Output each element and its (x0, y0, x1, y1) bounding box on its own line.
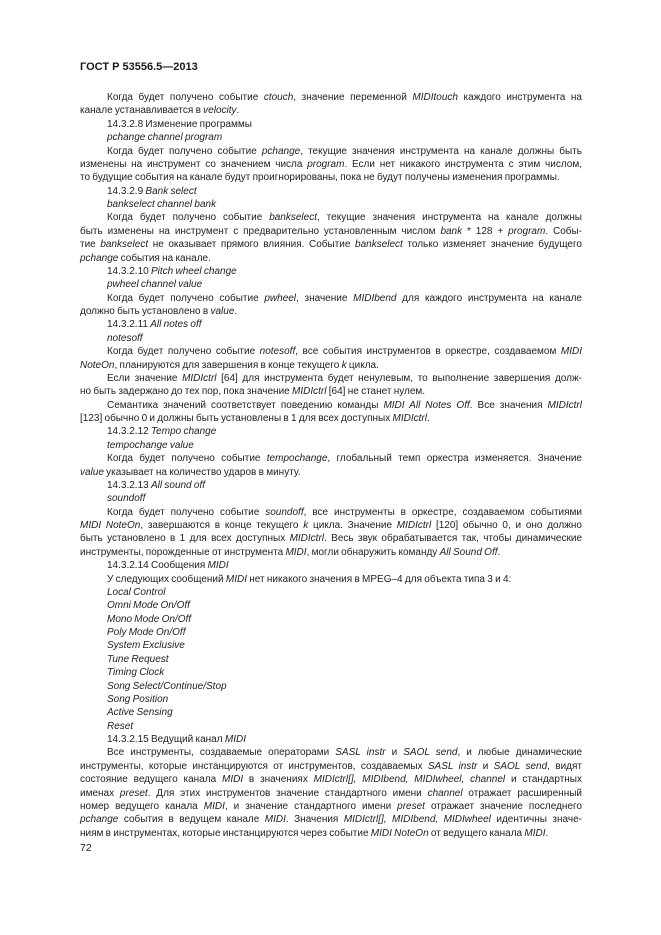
emphasis-run: pchange channel program (107, 132, 223, 144)
emphasis-run: MIDItouch (412, 92, 458, 103)
document-body (80, 91, 582, 840)
text-line (80, 492, 582, 505)
paragraph (80, 573, 582, 586)
text-run: * 128 + (462, 225, 509, 237)
text-line (80, 506, 582, 519)
emphasis-run: SAOL send (493, 760, 548, 772)
text-line (80, 211, 582, 224)
text-run: . (545, 827, 549, 839)
emphasis-run: MIDIctrl[], MIDIbend, MIDIwheel (343, 814, 491, 826)
text-line (80, 519, 582, 532)
section-heading (80, 425, 582, 438)
text-run: , планируются для завершения в конце текущего (114, 359, 342, 371)
paragraph (80, 372, 582, 399)
text-line (80, 813, 582, 826)
text-line (80, 292, 582, 305)
emphasis-run: MIDI (207, 560, 229, 572)
text-line (80, 573, 582, 586)
text-run: состояние ведущего канала (80, 774, 222, 786)
text-run: канале устанавливается в (80, 105, 204, 117)
text-run: [64] для инструмента будет ненулевым, то выполнение завершения долж- (216, 372, 582, 384)
section-heading (80, 479, 582, 492)
section-heading (80, 118, 582, 131)
text-run: указывает на количество ударов в минуту. (103, 466, 301, 478)
text-run: тие (80, 239, 101, 251)
emphasis-run: ctouch (263, 92, 294, 103)
text-line (80, 760, 582, 773)
emphasis-run: tempochange value (107, 439, 194, 451)
text-run: 14.3.2.15 Ведущий канал (107, 734, 225, 745)
emphasis-run: Song Select/Continue/Stop (107, 680, 227, 692)
paragraph (80, 399, 582, 426)
text-run: Когда будет получено событие (107, 346, 260, 358)
emphasis-run: Omni Mode On/Off (107, 600, 190, 612)
emphasis-run: bankselect (269, 212, 317, 224)
text-line (80, 466, 582, 479)
paragraph (80, 345, 582, 372)
syntax-line (80, 131, 582, 144)
text-line (80, 412, 582, 425)
text-line (80, 238, 582, 251)
text-run: . (426, 413, 430, 424)
text-line (80, 252, 582, 265)
emphasis-run: channel (427, 787, 463, 799)
text-run: нет никакого значения в MPEG–4 для объекта типа 3 и 4: (246, 573, 512, 585)
list-item (80, 639, 582, 652)
text-run: . (234, 306, 238, 317)
list-item (80, 613, 582, 626)
emphasis-run: MIDIctrl (392, 413, 427, 424)
text-run: , значение (296, 292, 354, 304)
text-line (80, 385, 582, 398)
section-heading (80, 318, 582, 331)
emphasis-run: MIDIctrl (547, 399, 582, 411)
emphasis-run: tempochange (266, 453, 328, 465)
text-run: [120] обычно 0, и оно должно (431, 520, 582, 531)
emphasis-run: System Exclusive (107, 640, 185, 652)
emphasis-run: MIDIctrl (396, 520, 432, 531)
text-line (80, 439, 582, 452)
text-run: инструменты, которые инстанцируются от инструментов, создаваемых (80, 760, 428, 772)
emphasis-run: value (80, 466, 104, 478)
text-line (80, 787, 582, 800)
emphasis-run: bankselect (355, 239, 403, 251)
section-heading (80, 559, 582, 572)
text-line (80, 827, 582, 840)
text-run: быть изменены на инструмент с предварительно установленным числом (80, 225, 441, 237)
section-heading (80, 265, 582, 278)
text-run: именах (80, 787, 120, 799)
section-heading (80, 185, 582, 198)
text-run: Когда будет получено событие (107, 92, 264, 103)
text-run: в значениях (243, 774, 314, 786)
emphasis-run: Local Control (107, 586, 166, 598)
page-number: 72 (80, 842, 92, 854)
emphasis-run: SASL instr (427, 760, 478, 772)
emphasis-run: velocity (203, 105, 237, 117)
text-run: Семантика значений соответствует поведению команды (107, 399, 384, 411)
section-heading (80, 733, 582, 746)
text-run: идентичны значе- (490, 814, 582, 826)
text-run: номер ведущего канала (80, 800, 204, 812)
text-run: 14.3.2.8 Изменение программы (107, 118, 252, 130)
emphasis-run: MIDIbend (353, 292, 397, 304)
text-run: Когда будет получено событие (107, 292, 265, 304)
text-line (80, 746, 582, 759)
emphasis-run: pchange (261, 145, 301, 157)
text-run: , все инструменты в оркестре, создаваемом событиями (303, 506, 582, 518)
text-run: , текущие значения инструмента на канале должны (317, 212, 582, 224)
paragraph (80, 211, 582, 265)
standard-designation-header: ГОСТ Р 53556.5—2013 (80, 61, 198, 73)
text-run: отражает расширенный (462, 787, 582, 799)
emphasis-run: Reset (107, 720, 134, 732)
emphasis-run: SAOL send (403, 747, 458, 759)
text-line (80, 131, 582, 144)
text-line (80, 345, 582, 358)
emphasis-run: All sound off (150, 479, 206, 491)
emphasis-run: pwheel (264, 292, 297, 304)
emphasis-run: program (307, 158, 345, 170)
text-run: цикла. (346, 359, 379, 371)
text-line (80, 546, 582, 559)
text-line (80, 425, 582, 438)
text-line (80, 532, 582, 545)
emphasis-run: All notes off (150, 319, 202, 331)
syntax-line (80, 198, 582, 211)
paragraph (80, 452, 582, 479)
emphasis-run: SASL instr (335, 747, 386, 759)
emphasis-run: MIDIctrl (289, 533, 325, 545)
paragraph (80, 91, 582, 118)
emphasis-run: value (210, 306, 235, 317)
emphasis-run: bankselect (100, 239, 149, 251)
text-run: , значение переменной (293, 92, 413, 103)
text-run: , и значение стандартного имени (224, 800, 398, 812)
text-run: 14.3.2.13 (107, 479, 151, 491)
text-line (80, 479, 582, 492)
text-run: 14.3.2.14 Сообщения (107, 560, 208, 572)
emphasis-run: MIDIctrl[], MIDIbend, MIDIwheel, channel (313, 774, 506, 786)
text-line (80, 452, 582, 465)
text-run: , и любые динамические (457, 747, 583, 759)
list-item (80, 720, 582, 733)
text-run: изменены на инструмент со значением числа (80, 158, 308, 170)
text-run: события на канале. (118, 252, 211, 264)
text-run: , все события инструментов в оркестре, создаваемом (295, 346, 561, 358)
text-line (80, 399, 582, 412)
emphasis-run: pwheel channel value (107, 279, 203, 291)
emphasis-run: soundoff (107, 493, 146, 505)
text-run: события в ведущем канале (118, 814, 265, 826)
emphasis-run: MIDI (224, 734, 246, 745)
emphasis-run: MIDI (285, 546, 307, 558)
text-line (80, 171, 582, 184)
paragraph (80, 746, 582, 840)
text-line (80, 198, 582, 211)
text-run: . (497, 546, 501, 558)
text-run: и (477, 760, 494, 772)
text-line (80, 225, 582, 238)
text-run: Когда будет получено событие (107, 145, 262, 157)
emphasis-run: k (303, 520, 309, 531)
text-run: . Весь звук обрабатывается так, чтобы динамические (324, 533, 583, 545)
emphasis-run: k (341, 359, 347, 371)
text-line (80, 773, 582, 786)
text-run: инструменты, порожденные от инструмента (80, 546, 286, 558)
emphasis-run: Song Position (107, 693, 169, 705)
text-run: и (385, 747, 404, 759)
text-run: , завершаются в конце текущего (140, 520, 304, 531)
text-line (80, 118, 582, 131)
text-line (80, 278, 582, 291)
text-run: 14.3.2.9 (107, 185, 146, 197)
text-run: цикла. Значение (308, 520, 397, 531)
emphasis-run: bankselect channel bank (107, 199, 217, 210)
text-run: [123] обычно 0 и должны быть установлены в 1 для всех доступных (80, 413, 393, 424)
text-run: 14.3.2.11 (107, 319, 151, 331)
text-line (80, 733, 582, 746)
emphasis-run: Tune Request (107, 653, 169, 665)
list-item (80, 666, 582, 679)
emphasis-run: Bank select (145, 185, 197, 197)
emphasis-run: NoteOn (80, 359, 115, 371)
text-run: [64] не станет нулем. (326, 386, 426, 398)
emphasis-run: MIDI (524, 827, 546, 839)
emphasis-run: MIDI (560, 346, 582, 358)
emphasis-run: bank (440, 225, 463, 237)
text-line (80, 372, 582, 385)
paragraph (80, 292, 582, 319)
text-run: 14.3.2.10 (107, 265, 151, 277)
emphasis-run: MIDI (203, 800, 225, 812)
text-run: Когда будет получено событие (107, 506, 266, 518)
text-run: Если значение (107, 372, 183, 384)
text-run: , могли обнаружить команду (306, 546, 440, 558)
text-line (80, 91, 582, 104)
syntax-line (80, 332, 582, 345)
text-run: должно быть установлено в (80, 306, 211, 317)
text-run: Когда будет получено событие (107, 212, 270, 224)
text-run: , глобальный темп оркестра изменяется. Значение (327, 453, 582, 465)
text-run: У следующих сообщений (107, 573, 226, 585)
text-line (80, 318, 582, 331)
text-line (80, 332, 582, 345)
text-run: , видят (547, 760, 582, 772)
list-item (80, 693, 582, 706)
text-line (80, 158, 582, 171)
text-line (80, 800, 582, 813)
emphasis-run: MIDI (264, 814, 286, 826)
midi-message-list (80, 586, 582, 733)
text-run: . Если нет никакого инструмента с этим числом, (344, 158, 582, 170)
text-run: . Значения (285, 814, 344, 826)
text-line (80, 185, 582, 198)
emphasis-run: MIDI NoteOn (80, 520, 141, 531)
emphasis-run: Mono Mode On/Off (107, 613, 192, 625)
text-run: но быть задержано до тех пор, пока значение (80, 386, 293, 398)
emphasis-run: MIDI (221, 774, 244, 786)
text-run: не оказывает прямого влияния. Событие (148, 239, 356, 251)
text-run: 14.3.2.12 (107, 426, 151, 438)
list-item (80, 653, 582, 666)
text-run: каждого инструмента на (457, 92, 582, 103)
emphasis-run: notesoff (107, 332, 143, 344)
text-run: . Все значения (469, 399, 548, 411)
text-run: . Собы- (545, 225, 582, 237)
emphasis-run: MIDIctrl (182, 372, 217, 384)
text-run: от ведущего канала (428, 827, 525, 839)
syntax-line (80, 278, 582, 291)
emphasis-run: Poly Mode On/Off (107, 627, 186, 638)
text-run: . Для этих инструментов значение стандартного имени (147, 787, 428, 799)
text-run: для каждого инструмента на канале (396, 292, 582, 304)
emphasis-run: preset (397, 800, 425, 812)
syntax-line (80, 439, 582, 452)
paragraph (80, 145, 582, 185)
text-run: , текущие значения инструмента на канале должны быть (300, 145, 582, 157)
emphasis-run: preset (119, 787, 148, 799)
text-run: отражает значение последнего (424, 800, 582, 812)
syntax-line (80, 492, 582, 505)
text-line (80, 145, 582, 158)
emphasis-run: soundoff (265, 506, 304, 518)
text-run: и стандартных (505, 774, 582, 786)
text-run: Когда будет получено событие (107, 453, 267, 465)
emphasis-run: program (508, 225, 546, 237)
text-run: Все инструменты, создаваемые операторами (107, 747, 336, 759)
text-run: быть установлено в 1 для всех доступных (80, 533, 290, 545)
emphasis-run: pchange (80, 814, 119, 826)
emphasis-run: MIDIctrl (292, 386, 327, 398)
list-item (80, 706, 582, 719)
emphasis-run: Active Sensing (107, 707, 173, 719)
list-item (80, 586, 582, 599)
emphasis-run: Tempo change (150, 426, 217, 438)
emphasis-run: MIDI (225, 573, 247, 585)
emphasis-run: MIDI NoteOn (370, 827, 429, 839)
emphasis-run: notesoff (259, 346, 296, 358)
list-item (80, 599, 582, 612)
list-item (80, 680, 582, 693)
paragraph (80, 506, 582, 560)
emphasis-run: All Sound Off (439, 546, 498, 558)
text-run: . (236, 105, 240, 117)
text-run: то будущие события на канале будут проигнорированы, пока не будут получены изменения программы. (80, 172, 560, 184)
list-item (80, 626, 582, 639)
emphasis-run: Pitch wheel change (150, 265, 237, 277)
text-line (80, 359, 582, 372)
text-line (80, 265, 582, 278)
text-run: ниям в инструментах, которые инстанцируются через событие (80, 827, 371, 839)
text-line (80, 559, 582, 572)
text-line (80, 104, 582, 117)
text-line (80, 305, 582, 318)
emphasis-run: Timing Clock (107, 667, 165, 679)
emphasis-run: pchange (80, 252, 119, 264)
emphasis-run: MIDI All Notes Off (383, 399, 470, 411)
text-run: только изменяет значение будущего (402, 239, 582, 251)
